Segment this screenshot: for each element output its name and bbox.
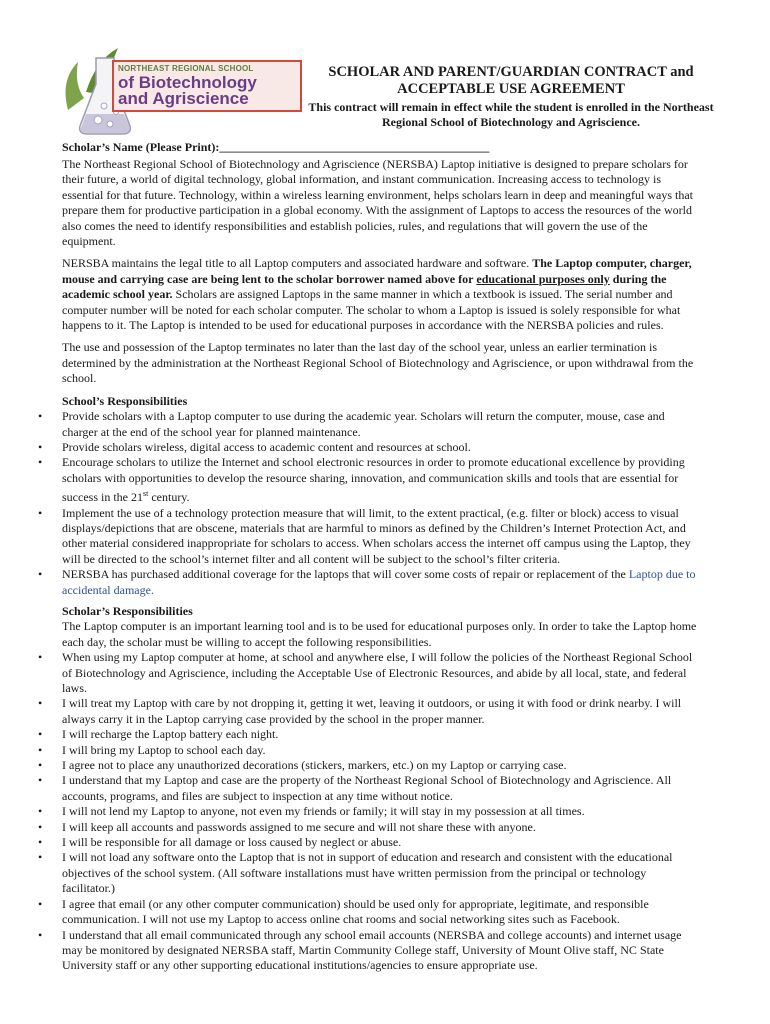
- list-item: • I understand that my Laptop and case are the property of the Northeast Regional School of Biotechnology and Agriscience. All accounts, programs, and files are subject to inspection at any time without notice.: [62, 773, 702, 804]
- list-item: • I will not load any software onto the Laptop that is not in support of education and research and consistent with the educational objectives of the school system. (All software installations must have written permission from the principal or technology facilitator.): [62, 850, 702, 896]
- school-responsibilities-list: [62, 409, 702, 598]
- p2-bold-a: The Laptop computer, charger, mouse and carrying case are being lent to the scholar borrower named above for: [62, 256, 692, 286]
- list-item: • I agree that email (or any other computer communication) should be used only for appropriate, legitimate, and responsible communication. I will not use my Laptop to access online chat rooms and social networking sites such as Facebook.: [62, 897, 702, 928]
- logo-school-name: NORTHEAST REGIONAL SCHOOL: [118, 64, 254, 73]
- item5-blue-text: Laptop due to accidental damage.: [62, 567, 696, 597]
- school-responsibilities-heading: School’s Responsibilities: [62, 393, 188, 408]
- item3-text-end: century.: [148, 490, 190, 505]
- list-item: • I will keep all accounts and passwords assigned to me secure and will not share these with anyone.: [62, 820, 702, 835]
- logo-line-biotech: of Biotechnology: [118, 73, 257, 92]
- scholar-name-blank[interactable]: _____________________________________________: [219, 140, 490, 154]
- list-item: • When using my Laptop computer at home, at school and anywhere else, I will follow the policies of the Northeast Regional School of Biotechnology and Agriscience, including the Acceptable Use of Electronic Resources, and abide by all local, state, and federal laws.: [62, 650, 702, 696]
- list-item: [62, 455, 702, 505]
- list-item: [62, 567, 702, 598]
- p2-text-a: NERSBA maintains the legal title to all Laptop computers and associated hardware and software.: [62, 256, 530, 271]
- list-item: • Provide scholars with a Laptop computer to use during the academic year. Scholars will return the computer, mouse, case and charger at the end of the school year for planned maintenance.: [62, 409, 702, 440]
- list-item: • Implement the use of a technology protection measure that will limit, to the extent practical, (e.g. filter or block) access to visual displays/depictions that are obscene, materials that are harmful to minors as defined by the Children’s Internet Protection Act, and other material considered inappropriate for scholars to access. When scholars access the internet off campus using the Laptop, they will be directed to the school’s internet filter and all content will be subject to the school’s filter criteria.: [62, 506, 702, 568]
- list-item: • I will be responsible for all damage or loss caused by neglect or abuse.: [62, 835, 702, 850]
- logo-line-agri: and Agriscience: [118, 89, 249, 108]
- item3-text: Encourage scholars to utilize the Internet and school electronic resources in order to promote educational excellence by providing scholars with opportunities to develop the resource sharing, innovation, and communication skills and tools that are essential for success in the 21: [62, 455, 685, 505]
- document-body: [62, 157, 702, 980]
- list-item: • I will not lend my Laptop to anyone, not even my friends or family; it will stay in my possession at all times.: [62, 804, 702, 819]
- scholar-intro: The Laptop computer is an important learning tool and is to be used for educational purposes only. In order to take the Laptop home each day, the scholar must be willing to accept the following responsibilities.: [62, 619, 697, 649]
- list-item: • I will recharge the Laptop battery each night.: [62, 727, 702, 742]
- list-item: • I understand that all email communicated through any school email accounts (NERSBA and college accounts) and internet usage may be monitored by designated NERSBA staff, Martin Community College staff, University of Mount Olive staff, NC State University staff or any other supporting educational institutions/agencies to ensure appropriate use.: [62, 928, 702, 974]
- school-logo: [56, 40, 302, 136]
- list-item: • I agree not to place any unauthorized decorations (stickers, markers, etc.) on my Laptop or carrying case.: [62, 758, 702, 773]
- item3-superscript: st: [142, 489, 149, 499]
- document-subtitle: This contract will remain in effect while the student is enrolled in the Northeast Regional School of Biotechnology and Agriscience.: [308, 100, 714, 129]
- list-item: • I will treat my Laptop with care by not dropping it, getting it wet, leaving it outdoors, or using it with food or drink nearby. I will always carry it in the Laptop carrying case provided by the school in the proper manner.: [62, 696, 702, 727]
- intro-paragraph-3: The use and possession of the Laptop terminates no later than the last day of the school year, unless an earlier termination is determined by the administration at the Northeast Regional School of Biotechnology and Agriscience, or upon withdrawal from the school.: [62, 340, 694, 386]
- p2-bold-b: during the academic school year.: [62, 271, 667, 302]
- intro-paragraph-2: [62, 256, 702, 333]
- p2-underline: educational purposes only: [476, 271, 610, 286]
- scholar-responsibilities-heading: Scholar’s Responsibilities: [62, 603, 193, 618]
- document-title: SCHOLAR AND PARENT/GUARDIAN CONTRACT and ACCEPTABLE USE AGREEMENT: [328, 64, 694, 97]
- scholar-responsibilities-list: [62, 650, 702, 974]
- scholar-name-field[interactable]: [62, 140, 489, 155]
- list-item: • Provide scholars wireless, digital access to academic content and resources at school.: [62, 440, 702, 455]
- item5-text: NERSBA has purchased additional coverage for the laptops that will cover some costs of repair or replacement of the: [62, 567, 626, 582]
- list-item: • I will bring my Laptop to school each day.: [62, 743, 702, 758]
- scholar-name-label: Scholar’s Name (Please Print):: [62, 140, 220, 154]
- intro-paragraph-1: The Northeast Regional School of Biotechnology and Agriscience (NERSBA) Laptop initiative is designed to prepare scholars for their future, a world of digital technology, global information, and instant communication. Increasing access to technology is essential for that future. Technology, within a wireless learning environment, helps scholars learn in deep and meaningful ways that prepare them for productive participation in a global economy. With the assignment of Laptops to access the resources of the world also comes the need to identify responsibilities and establish policies, rules, and regulations that will govern the use of the equipment.: [62, 157, 693, 249]
- p2-text-b: Scholars are assigned Laptops in the same manner in which a textbook is issued. The serial number and computer number will be noted for each scholar computer. The scholar to whom a Laptop is issued is solely responsible for what happens to it. The Laptop is intended to be used for educational purposes in accordance with the NERSBA policies and rules.: [62, 287, 681, 333]
